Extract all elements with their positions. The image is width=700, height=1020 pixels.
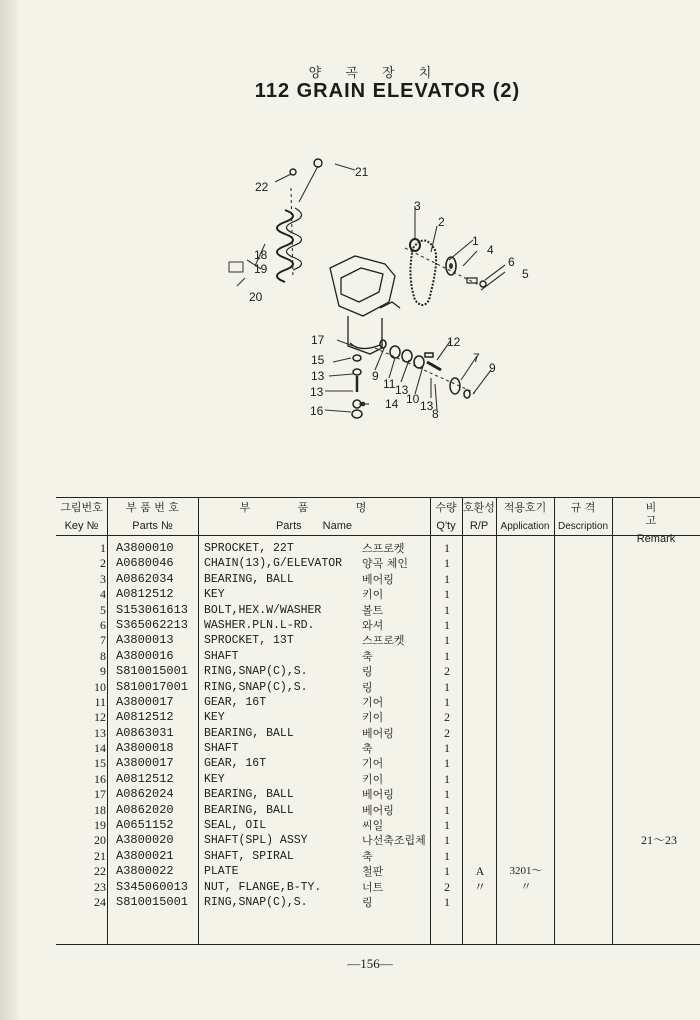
row-quantity: 1 xyxy=(444,894,450,909)
row-part-name: SHAFT xyxy=(204,649,239,663)
table-row xyxy=(56,864,700,879)
row-part-name-ko: 기어 xyxy=(362,757,384,771)
row-part-name: SHAFT, SPIRAL xyxy=(204,849,294,863)
callout-16: 14 xyxy=(385,397,399,411)
row-quantity: 2 xyxy=(444,710,450,725)
row-part-name-ko: 너트 xyxy=(362,880,384,894)
row-part-name: WASHER.PLN.L-RD. xyxy=(204,618,315,632)
row-part-name-ko: 양곡 체인 xyxy=(362,557,409,571)
header-description-en: Description xyxy=(557,521,609,532)
row-part-name-ko: 베어링 xyxy=(362,803,394,817)
callout-13: 13 xyxy=(395,383,409,397)
row-part-number: S810015001 xyxy=(116,664,189,679)
callout-19: 17 xyxy=(311,333,325,347)
header-rp xyxy=(462,501,496,533)
row-key: 17 xyxy=(94,787,106,802)
row-part-name: RING,SNAP(C),S. xyxy=(204,665,308,679)
row-part-name: RING,SNAP(C),S. xyxy=(204,895,308,909)
row-part-number: S153061613 xyxy=(116,602,189,617)
row-part-number: S810015001 xyxy=(116,894,189,909)
row-key: 8 xyxy=(100,648,106,663)
row-application: 〃 xyxy=(520,880,532,893)
callout-1: 1 xyxy=(472,234,479,248)
row-part-name-ko: 링 xyxy=(362,895,373,909)
row-part-name-ko: 키이 xyxy=(362,588,384,602)
row-part-name-ko: 키이 xyxy=(362,711,384,725)
row-part-number: A3800020 xyxy=(116,833,174,848)
header-application-en: Application xyxy=(500,521,550,532)
row-part-number: A3800010 xyxy=(116,541,174,555)
row-quantity: 1 xyxy=(444,679,450,694)
header-application xyxy=(496,501,554,533)
row-part-name: SHAFT xyxy=(204,742,239,756)
row-part-name: BOLT,HEX.W/WASHER xyxy=(204,603,322,617)
row-part-number: A0812512 xyxy=(116,587,174,602)
row-key: 16 xyxy=(94,771,106,786)
row-part-number: A0862024 xyxy=(116,787,174,802)
row-part-name: BEARING, BALL xyxy=(204,788,294,802)
table-row xyxy=(56,664,700,679)
header-parts-name-ko: 부 품 명 xyxy=(239,501,389,514)
row-part-name-ko: 스프로켓 xyxy=(362,542,405,555)
row-quantity: 1 xyxy=(444,694,450,709)
row-key: 5 xyxy=(100,602,106,617)
header-remark-en: Remark xyxy=(636,533,676,545)
row-key: 20 xyxy=(94,833,106,848)
header-application-ko: 적용호기 xyxy=(503,501,547,514)
row-quantity: 1 xyxy=(444,541,450,555)
row-key: 19 xyxy=(94,818,106,833)
table-row xyxy=(56,849,700,864)
header-key-en: Key № xyxy=(64,520,99,532)
row-key: 12 xyxy=(94,710,106,725)
row-part-number: A3800017 xyxy=(116,756,174,771)
header-parts-no xyxy=(107,501,198,533)
row-key: 11 xyxy=(94,694,106,709)
row-key: 21 xyxy=(94,848,106,863)
callout-24: 22 xyxy=(255,180,269,194)
callout-8: 8 xyxy=(432,407,439,421)
row-part-name-ko: 스프로켓 xyxy=(362,634,405,648)
callout-17: 15 xyxy=(311,353,325,367)
callout-18: 16 xyxy=(310,404,324,418)
row-part-number: A3800013 xyxy=(116,633,174,648)
row-part-name-ko: 축 xyxy=(362,649,373,663)
row-key: 7 xyxy=(100,633,106,648)
row-part-name-ko: 키이 xyxy=(362,772,384,786)
table-top-rule xyxy=(56,497,700,498)
row-part-name: RING,SNAP(C),S. xyxy=(204,680,308,694)
row-part-name: CHAIN(13),G/ELEVATOR xyxy=(204,557,343,571)
callout-10: 10 xyxy=(406,392,420,406)
header-description xyxy=(554,501,612,533)
parts-table xyxy=(56,497,700,945)
row-part-number: S810017001 xyxy=(116,679,189,694)
row-part-number: A3800016 xyxy=(116,648,174,663)
callout-6: 6 xyxy=(508,255,515,269)
header-rp-ko: 호환성 xyxy=(463,501,495,514)
row-part-name-ko: 나선축조립체 xyxy=(362,834,426,848)
header-remark-ko: 비 고 xyxy=(645,501,687,527)
header-qty-ko: 수량 xyxy=(435,501,457,514)
callout-13b: 13 xyxy=(420,399,434,413)
row-part-number: S345060013 xyxy=(116,879,189,894)
row-part-name: KEY xyxy=(204,772,225,786)
row-key: 3 xyxy=(100,571,106,586)
row-key: 14 xyxy=(94,741,106,756)
row-part-name-ko: 와셔 xyxy=(362,618,384,632)
row-quantity: 1 xyxy=(444,787,450,802)
table-row xyxy=(56,680,700,695)
row-key: 6 xyxy=(100,617,106,632)
row-part-number: A3800021 xyxy=(116,848,174,863)
row-part-name-ko: 축 xyxy=(362,742,373,756)
row-part-number: A3800017 xyxy=(116,694,174,709)
header-description-ko: 규 격 xyxy=(570,501,596,514)
row-key: 4 xyxy=(100,587,106,602)
row-quantity: 1 xyxy=(444,571,450,586)
row-quantity: 2 xyxy=(444,725,450,740)
row-part-number: A0863031 xyxy=(116,725,174,740)
row-quantity: 1 xyxy=(444,818,450,833)
table-bottom-rule xyxy=(56,944,700,945)
table-header-rule xyxy=(56,535,700,536)
row-remark: 21～23 xyxy=(640,833,677,848)
row-key: 18 xyxy=(94,802,106,817)
header-qty-en: Q'ty xyxy=(436,520,456,532)
row-quantity: 1 xyxy=(444,602,450,617)
table-row xyxy=(56,772,700,787)
row-quantity: 1 xyxy=(444,864,450,879)
title-korean: 양 곡 장 치 xyxy=(308,66,442,81)
table-row xyxy=(56,572,700,587)
row-part-number: A0812512 xyxy=(116,771,174,786)
table-row xyxy=(56,803,700,818)
row-quantity: 1 xyxy=(444,556,450,571)
table-row xyxy=(56,649,700,664)
callout-7: 7 xyxy=(473,351,480,365)
callout-9b: 9 xyxy=(489,361,496,375)
table-row xyxy=(56,741,700,756)
row-part-name-ko: 볼트 xyxy=(362,603,384,617)
row-quantity: 2 xyxy=(444,879,450,894)
callout-22: 20 xyxy=(249,290,263,304)
header-key xyxy=(56,501,107,533)
table-row xyxy=(56,756,700,771)
header-key-ko: 그림번호 xyxy=(60,501,103,514)
row-part-name: NUT, FLANGE,B-TY. xyxy=(204,880,322,894)
row-part-name: SPROCKET, 13T xyxy=(204,634,294,648)
row-part-name-ko: 씨일 xyxy=(362,819,384,833)
callout-14: 13 xyxy=(311,369,325,383)
table-row xyxy=(56,618,700,633)
table-row xyxy=(56,633,700,648)
row-key: 23 xyxy=(94,879,106,894)
row-part-number: A0862020 xyxy=(116,802,174,817)
callout-20: 18 xyxy=(254,248,268,262)
row-key: 9 xyxy=(100,664,106,679)
header-rp-en: R/P xyxy=(469,520,489,532)
row-key: 24 xyxy=(94,894,106,909)
row-part-name: BEARING, BALL xyxy=(204,572,294,586)
row-quantity: 1 xyxy=(444,848,450,863)
row-quantity: 1 xyxy=(444,802,450,817)
row-part-name: KEY xyxy=(204,588,225,602)
row-quantity: 1 xyxy=(444,756,450,771)
row-key: 10 xyxy=(94,679,106,694)
row-quantity: 1 xyxy=(444,833,450,848)
row-part-name: PLATE xyxy=(204,865,239,879)
row-key: 1 xyxy=(100,541,106,555)
table-row xyxy=(56,587,700,602)
callout-23: 21 xyxy=(355,165,369,179)
callout-21: 19 xyxy=(254,262,268,276)
row-part-name: GEAR, 16T xyxy=(204,757,267,771)
row-part-name: BEARING, BALL xyxy=(204,726,294,740)
header-parts-no-en: Parts № xyxy=(132,520,173,532)
table-row xyxy=(56,833,700,848)
page-fold-shadow xyxy=(0,0,18,1020)
row-quantity: 1 xyxy=(444,617,450,632)
header-parts-no-ko: 부 품 번 호 xyxy=(126,501,179,514)
callout-11: 11 xyxy=(383,377,396,391)
row-application: 3201～ xyxy=(509,865,543,878)
row-key: 13 xyxy=(94,725,106,740)
row-part-number: A0812512 xyxy=(116,710,174,725)
row-key: 15 xyxy=(94,756,106,771)
row-part-name: SEAL, OIL xyxy=(204,819,267,833)
table-row xyxy=(56,895,700,910)
table-row xyxy=(56,818,700,833)
page-number: —156— xyxy=(347,956,393,971)
row-rp: A xyxy=(475,864,485,879)
row-part-name-ko: 베어링 xyxy=(362,572,394,586)
row-part-name-ko: 베어링 xyxy=(362,726,394,740)
row-part-name-ko: 축 xyxy=(362,849,373,863)
header-remark xyxy=(612,501,700,546)
row-quantity: 1 xyxy=(444,633,450,648)
callout-9: 9 xyxy=(372,369,379,383)
row-key: 22 xyxy=(94,864,106,879)
row-part-name-ko: 기어 xyxy=(362,695,384,709)
table-row xyxy=(56,695,700,710)
title-english: 112 GRAIN ELEVATOR (2) xyxy=(254,80,521,102)
header-parts-name-en: Parts Name xyxy=(275,520,353,532)
row-part-name: GEAR, 16T xyxy=(204,695,267,709)
row-part-name: BEARING, BALL xyxy=(204,803,294,817)
row-quantity: 2 xyxy=(444,664,450,679)
table-row xyxy=(56,880,700,895)
row-part-name: SPROCKET, 22T xyxy=(204,542,294,555)
table-row xyxy=(56,787,700,802)
table-row xyxy=(56,603,700,618)
row-part-name-ko: 링 xyxy=(362,680,373,694)
header-qty xyxy=(430,501,462,533)
table-row xyxy=(56,556,700,571)
row-rp: 〃 xyxy=(473,879,486,894)
row-part-name-ko: 철판 xyxy=(362,865,384,879)
row-part-number: A0680046 xyxy=(116,556,174,571)
callout-4: 4 xyxy=(487,243,494,257)
row-quantity: 1 xyxy=(444,771,450,786)
row-part-name: SHAFT(SPL) ASSY xyxy=(204,834,308,848)
table-row xyxy=(56,541,700,556)
table-row xyxy=(56,710,700,725)
callout-15: 13 xyxy=(310,385,324,399)
row-part-number: S365062213 xyxy=(116,617,189,632)
row-part-name-ko: 링 xyxy=(362,665,373,679)
row-part-name: KEY xyxy=(204,711,225,725)
row-part-name-ko: 베어링 xyxy=(362,788,394,802)
row-part-number: A0651152 xyxy=(116,818,174,833)
row-key: 2 xyxy=(100,556,106,571)
row-quantity: 1 xyxy=(444,741,450,756)
row-quantity: 1 xyxy=(444,587,450,602)
parts-rows xyxy=(56,541,700,910)
row-part-number: A0862034 xyxy=(116,571,174,586)
callout-12: 12 xyxy=(447,335,461,349)
callout-5: 5 xyxy=(522,267,529,281)
row-part-number: A3800022 xyxy=(116,864,174,879)
row-quantity: 1 xyxy=(444,648,450,663)
table-row xyxy=(56,726,700,741)
header-parts-name xyxy=(198,501,430,533)
callout-3: 3 xyxy=(414,199,421,213)
callout-2: 2 xyxy=(438,215,445,229)
row-part-number: A3800018 xyxy=(116,741,174,756)
